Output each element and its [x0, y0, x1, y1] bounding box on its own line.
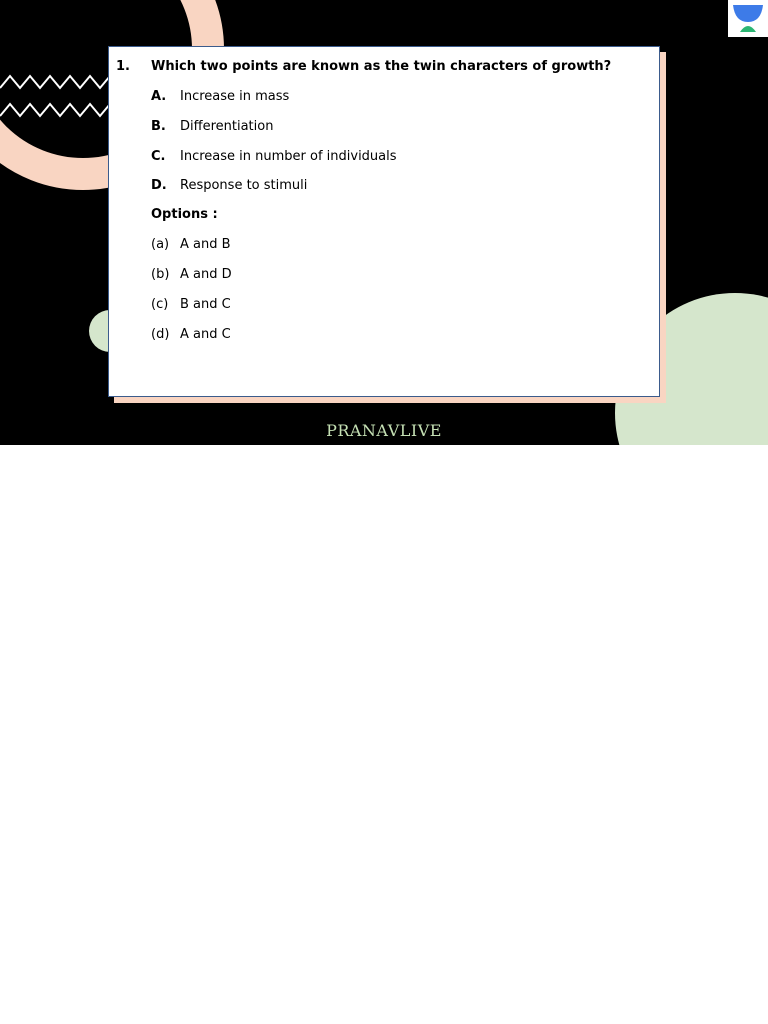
brand-footer: PRANAVLIVE — [326, 421, 442, 440]
slide — [0, 0, 768, 445]
option-key: (c) — [151, 297, 169, 312]
statement-key: C. — [151, 149, 166, 164]
statement-key: D. — [151, 178, 167, 193]
statement-text: Increase in mass — [180, 89, 290, 104]
option-key: (d) — [151, 327, 170, 342]
statement-key: B. — [151, 119, 166, 134]
option-key: (b) — [151, 267, 170, 282]
option-text: A and B — [180, 237, 231, 252]
question-text: Which two points are known as the twin characters of growth? — [151, 59, 612, 74]
option-key: (a) — [151, 237, 170, 252]
option-text: A and D — [180, 267, 232, 282]
question-card — [108, 46, 660, 397]
statement-text: Differentiation — [180, 119, 274, 134]
statement-text: Increase in number of individuals — [180, 149, 397, 164]
zigzag-decoration — [0, 66, 110, 126]
question-number: 1. — [116, 59, 130, 74]
statement-key: A. — [151, 89, 167, 104]
option-text: A and C — [180, 327, 231, 342]
option-text: B and C — [180, 297, 231, 312]
logo-box — [728, 0, 768, 37]
statement-text: Response to stimuli — [180, 178, 308, 193]
options-heading: Options : — [151, 207, 218, 222]
question-row — [109, 59, 659, 77]
unacademy-logo-icon — [728, 0, 768, 37]
